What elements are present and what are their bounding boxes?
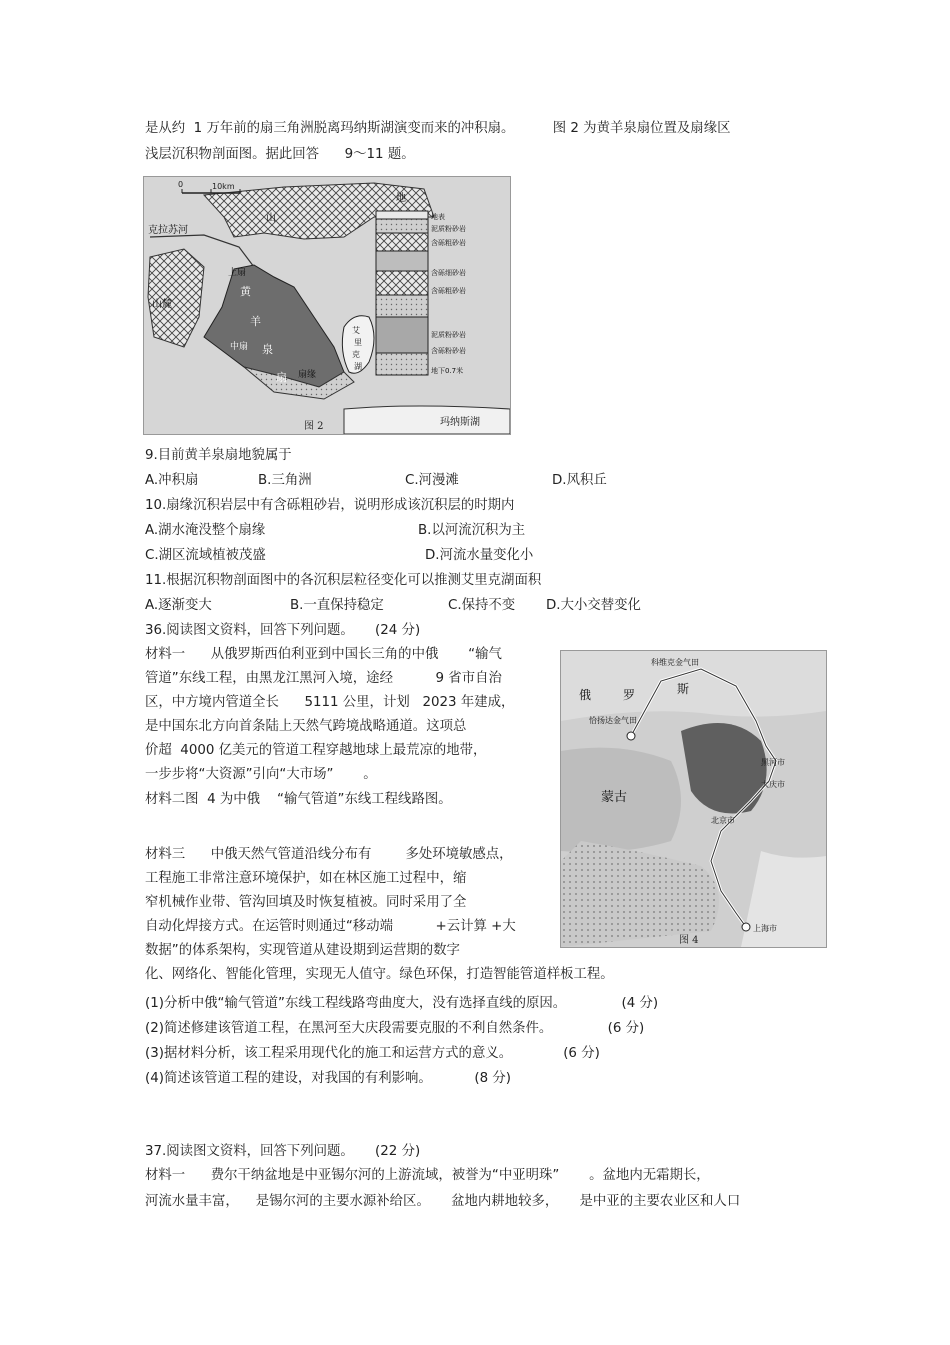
label-kelasu: 克拉苏河 — [148, 225, 188, 236]
q10-option-d: D.河流水量变化小 — [425, 548, 534, 563]
figure-2-map — [143, 176, 511, 435]
label-menggu: 蒙古 — [601, 790, 628, 805]
sediment-profile — [376, 211, 428, 375]
q11-option-c: C.保持不变 — [448, 598, 516, 613]
layer-6: 含砾粉砂岩 — [431, 347, 466, 355]
q36-material3-line1: 材料三 中俄天然气管道沿线分布有 多处环境敏感点， — [145, 847, 513, 862]
q36-sub4: (4)简述该管道工程的建设，对我国的有利影响。 (8 分) — [145, 1071, 511, 1086]
q9-option-a: A.冲积扇 — [145, 473, 199, 488]
q36-material1-line6: 一步步将“大资源”引向“大市场” 。 — [145, 767, 377, 782]
layer-1: 泥质粉砂岩 — [431, 225, 466, 233]
label-si: 斯 — [677, 682, 690, 696]
figure-4-map — [560, 650, 827, 948]
q36-sub1: (1)分析中俄“输气管道”东线工程线路弯曲度大，没有选择直线的原因。 (4 分) — [145, 996, 659, 1011]
q11-stem: 11.根据沉积物剖面图中的各沉积层粒径变化可以推测艾里克湖面积 — [145, 573, 542, 588]
scale-zero: 0 — [178, 180, 184, 189]
manasi-lake — [344, 406, 510, 434]
label-aili-4: 湖 — [354, 362, 362, 371]
q37-material1-line2: 河流水量丰富， 是锡尔河的主要水源补给区。 盆地内耕地较多， 是中亚的主要农业区和人口 — [145, 1194, 741, 1209]
q10-stem: 10.扇缘沉积岩层中有含砾粗砂岩，说明形成该沉积层的时期内 — [145, 498, 515, 513]
label-e: 俄 — [579, 688, 592, 702]
q36-material3-line6: 化、网络化、智能化管理，实现无人值守。绿色环保，打造智能管道样板工程。 — [145, 967, 614, 982]
layer-5: 泥质粉砂岩 — [431, 331, 466, 339]
intro-line-1: 是从约 1 万年前的扇三角洲脱离玛纳斯湖演变而来的冲积扇。 图 2 为黄羊泉扇位置及扇缘区 — [145, 121, 731, 136]
q9-option-c: C.河漫滩 — [405, 473, 459, 488]
q36-material1-line2: 管道”东线工程，由黑龙江黑河入境，途经 9 省市自治 — [145, 671, 502, 686]
layer-0: 地表 — [431, 213, 445, 221]
label-luo: 罗 — [623, 688, 636, 702]
q37-heading: 37.阅读图文资料，回答下列问题。 (22 分) — [145, 1144, 421, 1159]
label-shanrang: 山麓 — [152, 299, 172, 310]
q9-stem: 9.目前黄羊泉扇地貌属于 — [145, 448, 292, 463]
label-daqing: 大庆市 — [761, 780, 785, 789]
q10-option-c: C.湖区流域植被茂盛 — [145, 548, 266, 563]
scale-label: 10km — [212, 182, 235, 191]
layer-2: 含砾粗砂岩 — [431, 239, 466, 247]
q36-material3-line4: 自动化焊接方式。在运管时则通过“移动端 +云计算 +大 — [145, 919, 516, 934]
q11-option-b: B.一直保持稳定 — [290, 598, 384, 613]
q36-sub2: (2)简述修建该管道工程，在黑河至大庆段需要克服的不利自然条件。 (6 分) — [145, 1021, 645, 1036]
q10-option-b: B.以河流沉积为主 — [418, 523, 526, 538]
figure-4-caption: 图 4 — [679, 935, 699, 946]
label-huang: 黄 — [240, 285, 251, 298]
label-quan: 泉 — [262, 343, 273, 356]
q36-material2: 材料二图 4 为中俄 “输气管道”东线工程线路图。 — [145, 792, 452, 807]
layer-7: 地下0.7米 — [431, 367, 464, 375]
label-aili-3: 克 — [352, 350, 360, 359]
q9-option-b: B.三角洲 — [258, 473, 312, 488]
label-shang-shan: 上扇 — [228, 268, 247, 278]
label-shan: 山 — [266, 213, 276, 224]
label-top-field: 科维克金气田 — [651, 658, 699, 667]
q36-material1-line1: 材料一 从俄罗斯西伯利亚到中国长三角的中俄 “输气 — [145, 647, 502, 662]
label-beijing: 北京市 — [711, 816, 735, 825]
q36-material1-line5: 价超 4000 亿美元的管道工程穿越地球上最荒凉的地带， — [145, 743, 487, 758]
label-chayanda: 恰扬达金气田 — [589, 716, 637, 725]
label-shan-yuan: 扇缘 — [298, 370, 317, 380]
q11-option-a: A.逐渐变大 — [145, 598, 212, 613]
q36-material1-line3: 区，中方境内管道全长 5111 公里，计划 2023 年建成， — [145, 695, 515, 710]
label-zhong-shan: 中扇 — [230, 342, 249, 352]
intro-line-2: 浅层沉积物剖面图。据此回答 9～11 题。 — [145, 147, 415, 162]
label-aili-2: 里 — [354, 338, 362, 347]
q10-option-a: A.湖水淹没整个扇缘 — [145, 523, 266, 538]
layer-3: 含砾细砂岩 — [431, 269, 466, 277]
q36-material3-line2: 工程施工非常注意环境保护，如在林区施工过程中，缩 — [145, 871, 467, 886]
q36-heading: 36.阅读图文资料，回答下列问题。 (24 分) — [145, 623, 421, 638]
figure-2-caption: 图 2 — [304, 421, 324, 432]
q11-option-d: D.大小交替变化 — [546, 598, 641, 613]
q36-material1-line4: 是中国东北方向首条陆上天然气跨境战略通道。这项总 — [145, 719, 467, 734]
label-shanghai: 上海市 — [753, 924, 777, 933]
q36-material3-line3: 窄机械作业带、管沟回填及时恢复植被。同时采用了全 — [145, 895, 467, 910]
label-di: 地 — [396, 193, 406, 204]
q36-material3-line5: 数据”的体系架构，实现管道从建设期到运营期的数字 — [145, 943, 460, 958]
layer-4: 含砾粗砂岩 — [431, 287, 466, 295]
label-heihe: 黑河市 — [761, 758, 785, 767]
label-manasi: 玛纳斯湖 — [440, 417, 480, 428]
q37-material1-line1: 材料一 费尔干纳盆地是中亚锡尔河的上游流域，被誉为“中亚明珠” 。盆地内无霜期长， — [145, 1168, 710, 1183]
q9-option-d: D.风积丘 — [552, 473, 607, 488]
label-aili-1: 艾 — [352, 326, 360, 335]
q36-sub3: (3)据材料分析，该工程采用现代化的施工和运营方式的意义。 (6 分) — [145, 1046, 600, 1061]
label-yang: 羊 — [250, 315, 261, 328]
label-shan-fan: 扇 — [276, 371, 287, 384]
